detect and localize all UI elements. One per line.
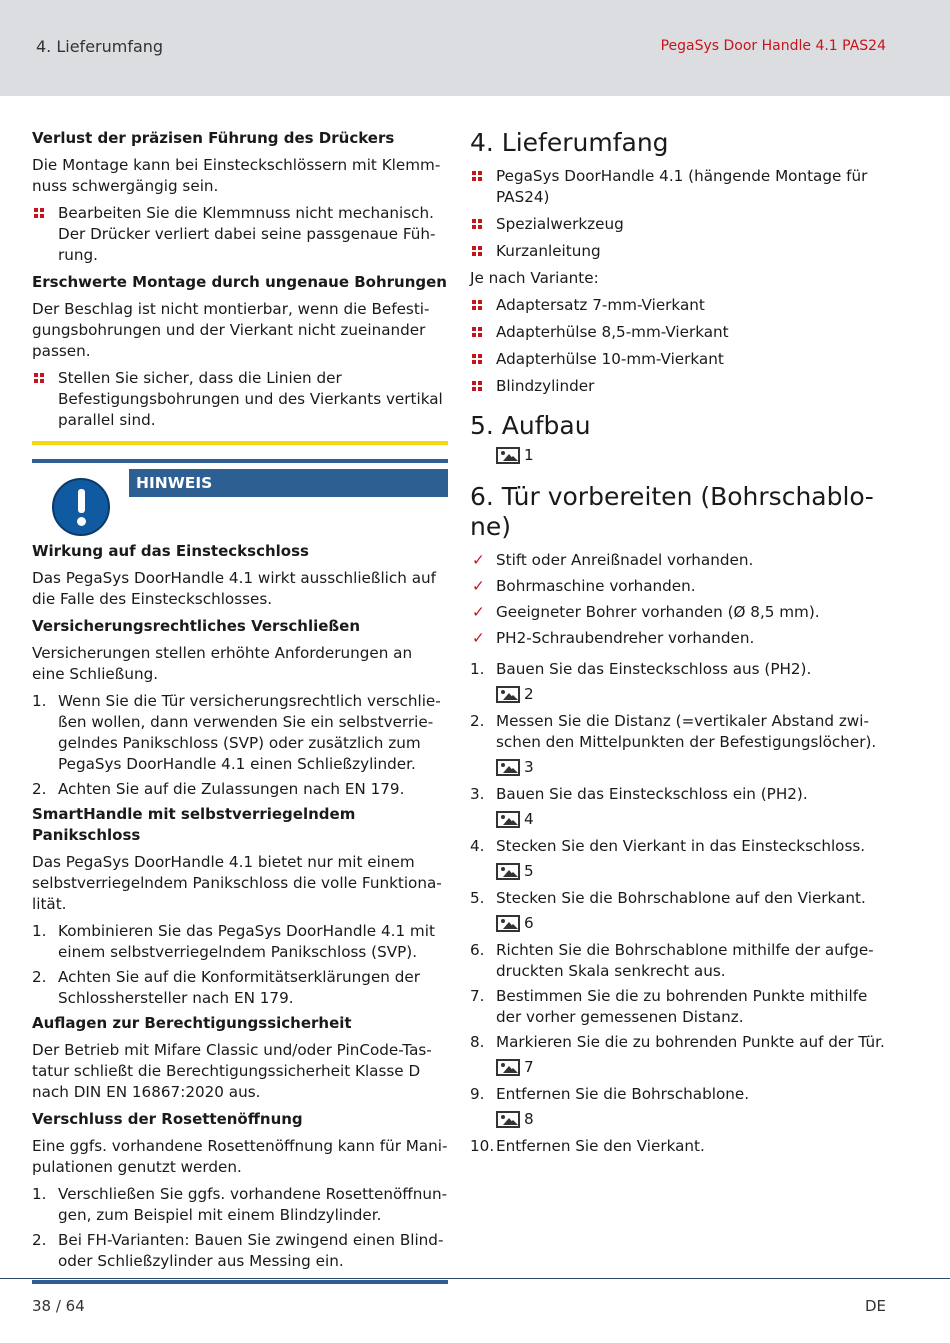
step-text: Richten Sie die Bohrschablone mithilfe der aufgedruckten Skala senkrecht aus. xyxy=(496,941,874,980)
list-text: Adapterhülse 10-mm-Vierkant xyxy=(496,350,724,368)
check-item xyxy=(470,602,890,623)
rosette-text: Eine ggfs. vorhandene Rosettenöffnung kann für Manipulationen genutzt werden. xyxy=(32,1137,448,1176)
check-icon: ✓ xyxy=(472,551,485,569)
list-item xyxy=(32,921,448,963)
list-text: Bei FH-Varianten: Bauen Sie zwingend einen Blind- oder Schließzylinder aus Messing ein. xyxy=(58,1231,444,1270)
list-item xyxy=(32,779,448,800)
image-icon xyxy=(496,1059,520,1076)
footer-divider xyxy=(0,1278,950,1279)
notice-box xyxy=(32,463,448,541)
step-number: 1. xyxy=(470,660,485,678)
drill-text: Der Beschlag ist nicht montierbar, wenn die Befestigungsbohrungen und der Vierkant nicht zueinander passen. xyxy=(32,300,430,360)
list-number: 2. xyxy=(32,780,47,798)
drill-bullet-text: Stellen Sie sicher, dass die Linien der Befestigungsbohrungen und des Vierkants vertikal parallel sind. xyxy=(58,369,443,429)
image-icon xyxy=(496,686,520,703)
image-icon xyxy=(496,915,520,932)
guidance-bullet xyxy=(32,203,448,266)
figure-ref xyxy=(496,757,890,778)
figure-number: 4 xyxy=(524,810,534,828)
list-text: Achten Sie auf die Zulassungen nach EN 179. xyxy=(58,780,405,798)
step-list xyxy=(470,659,890,1157)
image-icon xyxy=(496,811,520,828)
left-column xyxy=(32,128,448,1284)
step-number: 6. xyxy=(470,941,485,959)
figure-number: 1 xyxy=(524,446,534,464)
guidance-heading: Verlust der präzisen Führung des Drückers xyxy=(32,129,395,147)
variant-item xyxy=(470,376,890,397)
page-header xyxy=(0,0,950,96)
check-item xyxy=(470,550,890,571)
variant-intro: Je nach Variante: xyxy=(470,269,599,287)
notice-label: HINWEIS xyxy=(129,469,448,497)
step-text: Entfernen Sie die Bohrschablone. xyxy=(496,1085,750,1103)
list-text: Stift oder Anreißnadel vorhanden. xyxy=(496,551,754,569)
list-number: 2. xyxy=(32,968,47,986)
list-text: Kurzanleitung xyxy=(496,242,601,260)
insurance-heading: Versicherungsrechtliches Verschließen xyxy=(32,617,361,635)
bullet-icon xyxy=(472,171,483,182)
step-text: Stecken Sie die Bohrschablone auf den Vierkant. xyxy=(496,889,866,907)
step-text: Bauen Sie das Einsteckschloss ein (PH2). xyxy=(496,785,808,803)
list-number: 1. xyxy=(32,922,47,940)
step-number: 5. xyxy=(470,889,485,907)
step-item xyxy=(470,1032,890,1053)
list-text: Verschließen Sie ggfs. vorhandene Rosettenöffnungen, zum Beispiel mit einem Blindzylinder. xyxy=(58,1185,448,1224)
step-item xyxy=(470,1084,890,1105)
step-text: Markieren Sie die zu bohrenden Punkte auf der Tür. xyxy=(496,1033,885,1051)
scope-list xyxy=(470,166,890,262)
step-item xyxy=(470,784,890,805)
exclamation-icon xyxy=(52,478,110,536)
insurance-text: Versicherungen stellen erhöhte Anforderungen an eine Schließung. xyxy=(32,644,413,683)
guidance-text: Die Montage kann bei Einsteckschlössern mit Klemmnuss schwergängig sein. xyxy=(32,156,441,195)
image-icon xyxy=(496,759,520,776)
scope-item xyxy=(470,241,890,262)
step-number: 4. xyxy=(470,837,485,855)
step-item xyxy=(470,888,890,909)
step-text: Entfernen Sie den Vierkant. xyxy=(496,1137,705,1155)
step-text: Bestimmen Sie die zu bohrenden Punkte mithilfe der vorher gemessenen Distanz. xyxy=(496,987,868,1026)
scope-item xyxy=(470,214,890,235)
list-text: Bohrmaschine vorhanden. xyxy=(496,577,696,595)
effect-text: Das PegaSys DoorHandle 4.1 wirkt ausschließlich auf die Falle des Einsteckschlosses. xyxy=(32,569,436,608)
figure-number: 5 xyxy=(524,862,534,880)
list-text: Spezialwerkzeug xyxy=(496,215,624,233)
list-number: 1. xyxy=(32,1185,47,1203)
build-heading: 5. Aufbau xyxy=(470,411,591,440)
list-text: Achten Sie auf die Konformitätserklärungen der Schlosshersteller nach EN 179. xyxy=(58,968,420,1007)
step-item xyxy=(470,940,890,982)
language-code: DE xyxy=(864,1297,886,1315)
drill-heading: Erschwerte Montage durch ungenaue Bohrungen xyxy=(32,273,447,291)
figure-ref xyxy=(496,445,890,466)
image-icon xyxy=(496,447,520,464)
list-item xyxy=(32,967,448,1009)
check-icon: ✓ xyxy=(472,603,485,621)
bullet-icon xyxy=(472,246,483,257)
notice-bottom-rule xyxy=(32,1280,448,1284)
image-icon xyxy=(496,1111,520,1128)
bullet-icon xyxy=(472,381,483,392)
variant-item xyxy=(470,349,890,370)
step-number: 2. xyxy=(470,712,485,730)
chapter-title: 4. Lieferumfang xyxy=(36,37,164,56)
step-item xyxy=(470,1136,890,1157)
list-text: Adaptersatz 7-mm-Vierkant xyxy=(496,296,705,314)
effect-heading: Wirkung auf das Einsteckschloss xyxy=(32,542,309,560)
rosette-heading: Verschluss der Rosettenöffnung xyxy=(32,1110,303,1128)
list-text: PegaSys DoorHandle 4.1 (hängende Montage für PAS24) xyxy=(496,167,868,206)
step-text: Stecken Sie den Vierkant in das Einsteckschloss. xyxy=(496,837,866,855)
step-text: Messen Sie die Distanz (=vertikaler Abstand zwischen den Mittelpunkten der Befestigungslöcher). xyxy=(496,712,877,751)
list-text: Geeigneter Bohrer vorhanden (Ø 8,5 mm). xyxy=(496,603,820,621)
step-item xyxy=(470,986,890,1028)
right-column xyxy=(470,128,890,1161)
drill-bullet xyxy=(32,368,448,431)
step-item xyxy=(470,836,890,857)
list-item xyxy=(32,691,448,775)
guidance-bullet-text: Bearbeiten Sie die Klemmnuss nicht mechanisch. Der Drücker verliert dabei seine passgenaue Führung. xyxy=(58,204,436,264)
figure-ref xyxy=(496,1109,890,1130)
step-item xyxy=(470,711,890,753)
figure-number: 3 xyxy=(524,758,534,776)
list-number: 2. xyxy=(32,1231,47,1249)
scope-heading: 4. Lieferumfang xyxy=(470,128,669,157)
smart-text: Das PegaSys DoorHandle 4.1 bietet nur mit einem selbstverriegelndem Panikschloss die volle Funktionalität. xyxy=(32,853,442,913)
figure-ref xyxy=(496,913,890,934)
caution-divider xyxy=(32,441,448,445)
list-text: Kombinieren Sie das PegaSys DoorHandle 4.1 mit einem selbstverriegelndem Panikschloss (SVP). xyxy=(58,922,435,961)
variant-list xyxy=(470,295,890,397)
list-text: Blindzylinder xyxy=(496,377,595,395)
list-item xyxy=(32,1230,448,1272)
step-number: 7. xyxy=(470,987,485,1005)
list-text: Adapterhülse 8,5-mm-Vierkant xyxy=(496,323,729,341)
bullet-icon xyxy=(34,208,45,219)
figure-number: 8 xyxy=(524,1110,534,1128)
variant-item xyxy=(470,322,890,343)
figure-number: 6 xyxy=(524,914,534,932)
bullet-icon xyxy=(472,219,483,230)
check-item xyxy=(470,576,890,597)
check-icon: ✓ xyxy=(472,629,485,647)
figure-number: 7 xyxy=(524,1058,534,1076)
figure-ref xyxy=(496,684,890,705)
auth-text: Der Betrieb mit Mifare Classic und/oder PinCode-Tastatur schließt die Berechtigungssicherheit Klasse D nach DIN EN 16867:2020 aus. xyxy=(32,1041,432,1101)
variant-item xyxy=(470,295,890,316)
check-list xyxy=(470,550,890,649)
step-item xyxy=(470,659,890,680)
figure-number: 2 xyxy=(524,685,534,703)
step-text: Bauen Sie das Einsteckschloss aus (PH2). xyxy=(496,660,812,678)
list-number: 1. xyxy=(32,692,47,710)
figure-ref xyxy=(496,809,890,830)
bullet-icon xyxy=(472,354,483,365)
check-icon: ✓ xyxy=(472,577,485,595)
step-number: 10. xyxy=(470,1137,495,1155)
scope-item xyxy=(470,166,890,208)
list-text: Wenn Sie die Tür versicherungsrechtlich verschließen wollen, dann verwenden Sie ein selbstverriegelndes Panikschloss (SVP) oder zusätzlich zum PegaSys DoorHandle 4.1 einen Schließzylinder. xyxy=(58,692,441,773)
page-number: 38 / 64 xyxy=(32,1297,85,1315)
prepare-heading: 6. Tür vorbereiten (Bohrschablone) xyxy=(470,482,874,541)
step-number: 8. xyxy=(470,1033,485,1051)
figure-ref xyxy=(496,1057,890,1078)
list-text: PH2-Schraubendreher vorhanden. xyxy=(496,629,755,647)
image-icon xyxy=(496,863,520,880)
smart-heading: SmartHandle mit selbstverriegelndem Panikschloss xyxy=(32,805,356,844)
step-number: 9. xyxy=(470,1085,485,1103)
product-name: PegaSys Door Handle 4.1 PAS24 xyxy=(660,38,886,54)
bullet-icon xyxy=(472,327,483,338)
auth-heading: Auflagen zur Berechtigungssicherheit xyxy=(32,1014,352,1032)
step-number: 3. xyxy=(470,785,485,803)
list-item xyxy=(32,1184,448,1226)
check-item xyxy=(470,628,890,649)
bullet-icon xyxy=(34,373,45,384)
bullet-icon xyxy=(472,300,483,311)
figure-ref xyxy=(496,861,890,882)
